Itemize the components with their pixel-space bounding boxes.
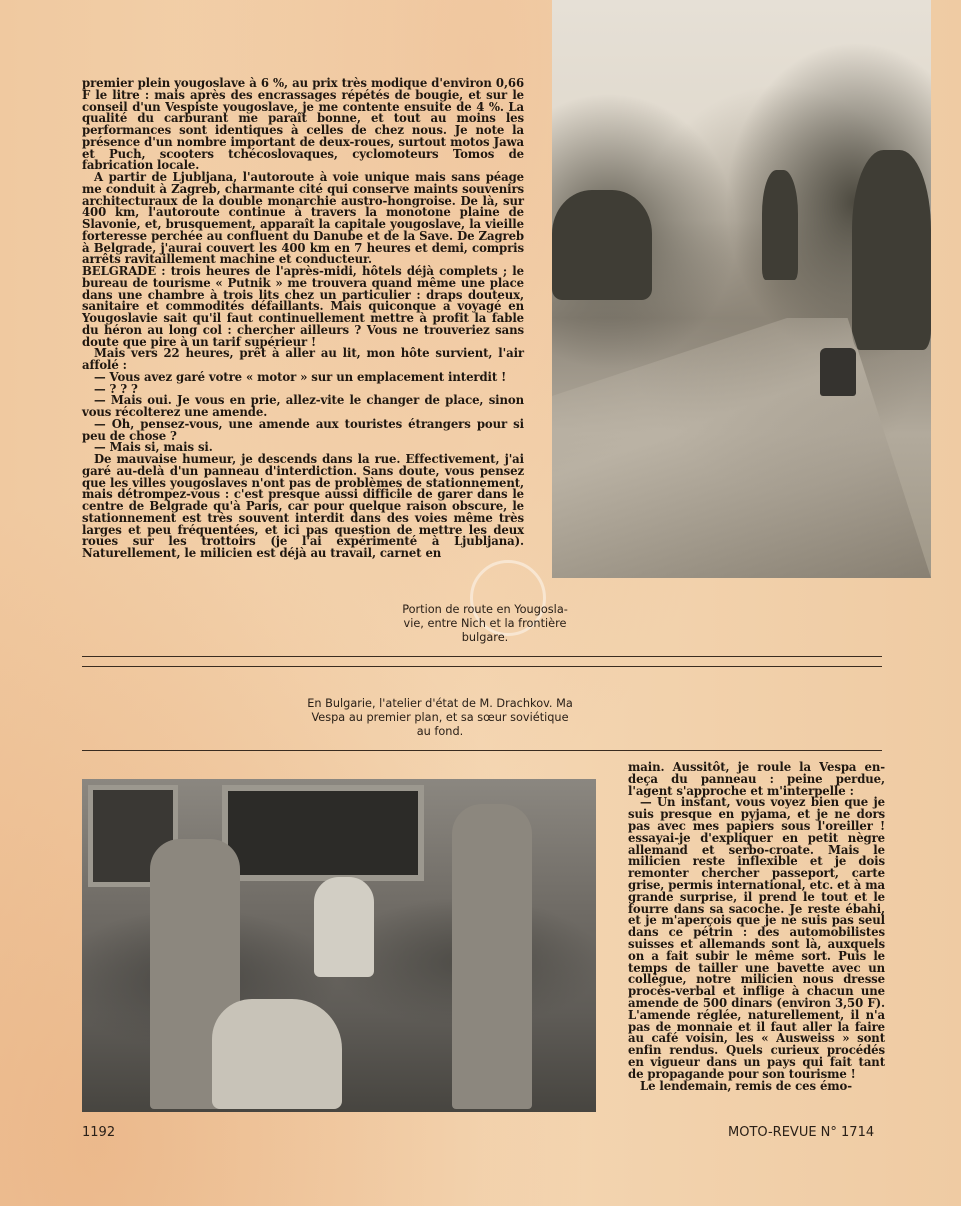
magazine-issue: MOTO-REVUE N° 1714 bbox=[728, 1125, 875, 1140]
caption-line: bulgare. bbox=[461, 631, 509, 644]
person-silhouette bbox=[452, 804, 532, 1109]
road-photo-caption bbox=[360, 603, 610, 645]
vespa-background-silhouette bbox=[314, 877, 374, 977]
caption-line: vie, entre Nich et la frontière bbox=[403, 617, 567, 630]
paragraph: BELGRADE : trois heures de l'après-midi, hôtels déjà complets ; le bureau de tourisme « Putnik » me trouvera quand même une place dans une chambre à trois lits chez un particulier : draps douteux, sanitaire et commodités défaillants. Mais quiconque a voyagé en Yougoslavie sait qu'il faut continuellement mettre à profit la fable du héron au long col : chercher ailleurs ? Vous ne trouveriez sans doute que pire à un tarif supérieur ! bbox=[82, 264, 524, 349]
paragraph: Mais vers 22 heures, prêt à aller au lit, mon hôte survient, l'air affolé : bbox=[82, 346, 524, 372]
workshop-photo-caption bbox=[250, 697, 630, 739]
paragraph: Le lendemain, remis de ces émo- bbox=[640, 1078, 852, 1093]
dialogue-line: — Vous avez garé votre « motor » sur un emplacement interdit ! bbox=[94, 369, 507, 384]
scooter-silhouette bbox=[820, 348, 856, 396]
caption-line: Vespa au premier plan, et sa sœur soviétique bbox=[311, 711, 569, 724]
dialogue-line: — Mais oui. Je vous en prie, allez-vite le changer de place, sinon vous récolterez une amende. bbox=[82, 393, 524, 419]
road-surface bbox=[552, 318, 931, 578]
paragraph: premier plein yougoslave à 6 %, au prix très modique d'environ 0,66 F le litre : mais après des encrassages répétés de bougie, et sur le conseil d'un Vespiste yougoslave, je me contente ensuite de 4 %. La qualité du carburant me paraît bonne, et tout au moins les performances sont identiques à celles de chez nous. Je note la présence d'un nombre important de deux-roues, surtout motos Jawa et Puch, scooters tchécoslovaques, cyclomoteurs Tomos de fabrication locale. bbox=[82, 76, 524, 173]
window-shape bbox=[222, 785, 424, 881]
vespa-foreground-silhouette bbox=[212, 999, 342, 1109]
paragraph: main. Aussitôt, je roule la Vespa en-deça du panneau : peine perdue, l'agent s'approche et m'interpelle : bbox=[628, 760, 885, 798]
divider bbox=[82, 750, 882, 751]
divider bbox=[82, 666, 882, 667]
paragraph: A partir de Ljubljana, l'autoroute à voie unique mais sans péage me conduit à Zagreb, charmante cité qui conserve maints souvenirs architecturaux de la double monarchie austro-hongroise. De là, sur 400 km, l'autoroute continue à travers la monotone plaine de Slavonie, et, brusquement, apparaît la capitale yougoslave, la vieille forteresse perchée au confluent du Danube et de la Save. De Zagreb à Belgrade, j'aurai couvert les 400 km en 7 heures et demi, compris arrêts ravitaillement machine et conducteur. bbox=[82, 170, 524, 267]
dialogue-line: — Mais si, mais si. bbox=[94, 440, 213, 455]
article-column-right bbox=[628, 762, 885, 1092]
workshop-photo bbox=[82, 779, 596, 1112]
page-number: 1192 bbox=[82, 1125, 116, 1140]
caption-line: Portion de route en Yougosla- bbox=[402, 603, 568, 616]
tree-shape bbox=[552, 190, 652, 300]
paragraph: De mauvaise humeur, je descends dans la rue. Effectivement, j'ai garé au-delà d'un panneau d'interdiction. Sans doute, vous pensez que les villes yougoslaves n'ont pas de problèmes de stationnement, mais détrompez-vous : c'est presque aussi difficile de garer dans le centre de Belgrade qu'à Paris, car pour quelque raison obscure, le stationnement est très souvent interdit dans des voies même très larges et peu fréquentées, et ici pas question de mettre les deux roues sur les trottoirs (je l'ai expérimenté à Ljubljana). Naturellement, le milicien est déjà au travail, carnet en bbox=[82, 452, 524, 560]
dialogue-line: — Oh, pensez-vous, une amende aux touristes étrangers pour si peu de chose ? bbox=[82, 416, 524, 443]
road-photo bbox=[552, 0, 931, 578]
caption-line: au fond. bbox=[416, 725, 464, 738]
tree-shape bbox=[852, 150, 931, 350]
tree-shape bbox=[762, 170, 798, 280]
caption-line: En Bulgarie, l'atelier d'état de M. Drachkov. Ma bbox=[307, 697, 573, 710]
article-column-top bbox=[82, 78, 524, 560]
paragraph: — Un instant, vous voyez bien que je suis presque en pyjama, et je ne dors pas avec mes papiers sous l'oreiller ! essayai-je d'expliquer en petit nègre allemand et serbo-croate. Mais le milicien reste inflexible et je dois remonter chercher passeport, carte grise, permis international, etc. et à ma grande surprise, il prend le tout et le fourre dans sa sacoche. Je reste ébahi, et je m'aperçois que je ne suis pas seul dans ce pétrin : des automobilistes suisses et allemands sont là, auxquels on a fait subir le même sort. Puis le temps de tailler une bavette avec un collègue, notre milicien nous dresse procès-verbal et inflige à chacun une amende de 500 dinars (environ 3,50 F). L'amende réglée, naturellement, il n'a pas de monnaie et il faut aller la faire au café voisin, les « Ausweiss » sont enfin rendus. Quels curieux procédés en vigueur dans un pays qui fait tant de propagande pour son tourisme ! bbox=[628, 795, 885, 1081]
dialogue-line: — ? ? ? bbox=[94, 381, 138, 396]
divider bbox=[82, 656, 882, 657]
